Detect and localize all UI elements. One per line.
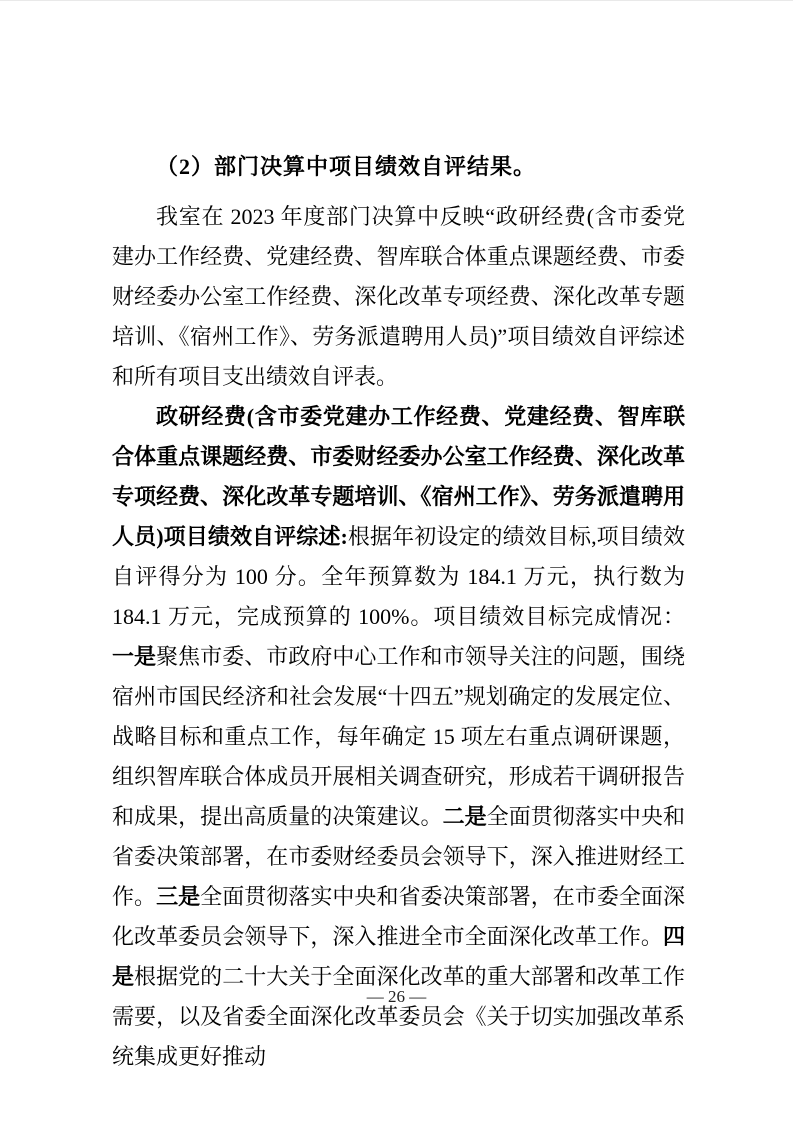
paragraph-overview xyxy=(112,197,685,397)
self-evaluation-summary-segment: 根据年初设定的绩效目标,项目绩效自评得分为 100 分。全年预算数为 184.1 万元，执行数为 184.1 万元，完成预算的 100%。项目绩效目标完成情况： xyxy=(112,524,685,629)
page-number: — 26 — xyxy=(366,987,427,1006)
point-four-text: 根据党的二十大关于全面深化改革的重大部署和改革工作需要，以及省委全面深化改革委员会《关于切实加强改革系统集成更好推动 xyxy=(112,964,685,1069)
marker-sanshi: 三是 xyxy=(156,884,201,909)
point-one-text: 聚焦市委、市政府中心工作和市领导关注的问题，围绕宿州市国民经济和社会发展“十四五”规划确定的发展定位、战略目标和重点工作，每年确定 15 项左右重点调研课题，组织智库联合体成员开展相关调查研究，形成若干调研报告和成果，提出高质量的决策建议。 xyxy=(112,644,685,829)
paragraph-overview-text: 我室在 2023 年度部门决算中反映“政研经费(含市委党建办工作经费、党建经费、智库联合体重点课题经费、市委财经委办公室工作经费、深化改革专项经费、深化改革专题培训、《宿州工作》、劳务派遣聘用人员)”项目绩效自评综述和所有项目支出绩效自评表。 xyxy=(112,204,685,389)
marker-yishi: 一是 xyxy=(112,644,157,669)
paragraph-self-evaluation xyxy=(112,397,685,1077)
section-heading: （2）部门决算中项目绩效自评结果。 xyxy=(156,154,537,179)
document-body xyxy=(112,147,685,1077)
point-two-text: 全面贯彻落实中央和省委决策部署，在市委财经委员会领导下，深入推进财经工作。 xyxy=(112,804,685,909)
point-three-text: 全面贯彻落实中央和省委决策部署，在市委全面深化改革委员会领导下，深入推进全市全面深化改革工作。 xyxy=(112,884,685,949)
marker-ershi: 二是 xyxy=(442,804,487,829)
marker-sishi: 四是 xyxy=(112,924,685,989)
self-evaluation-title-segment: 政研经费(含市委党建办工作经费、党建经费、智库联合体重点课题经费、市委财经委办公室工作经费、深化改革专项经费、深化改革专题培训、《宿州工作》、劳务派遣聘用人员)项目绩效自评综述: xyxy=(112,404,685,549)
